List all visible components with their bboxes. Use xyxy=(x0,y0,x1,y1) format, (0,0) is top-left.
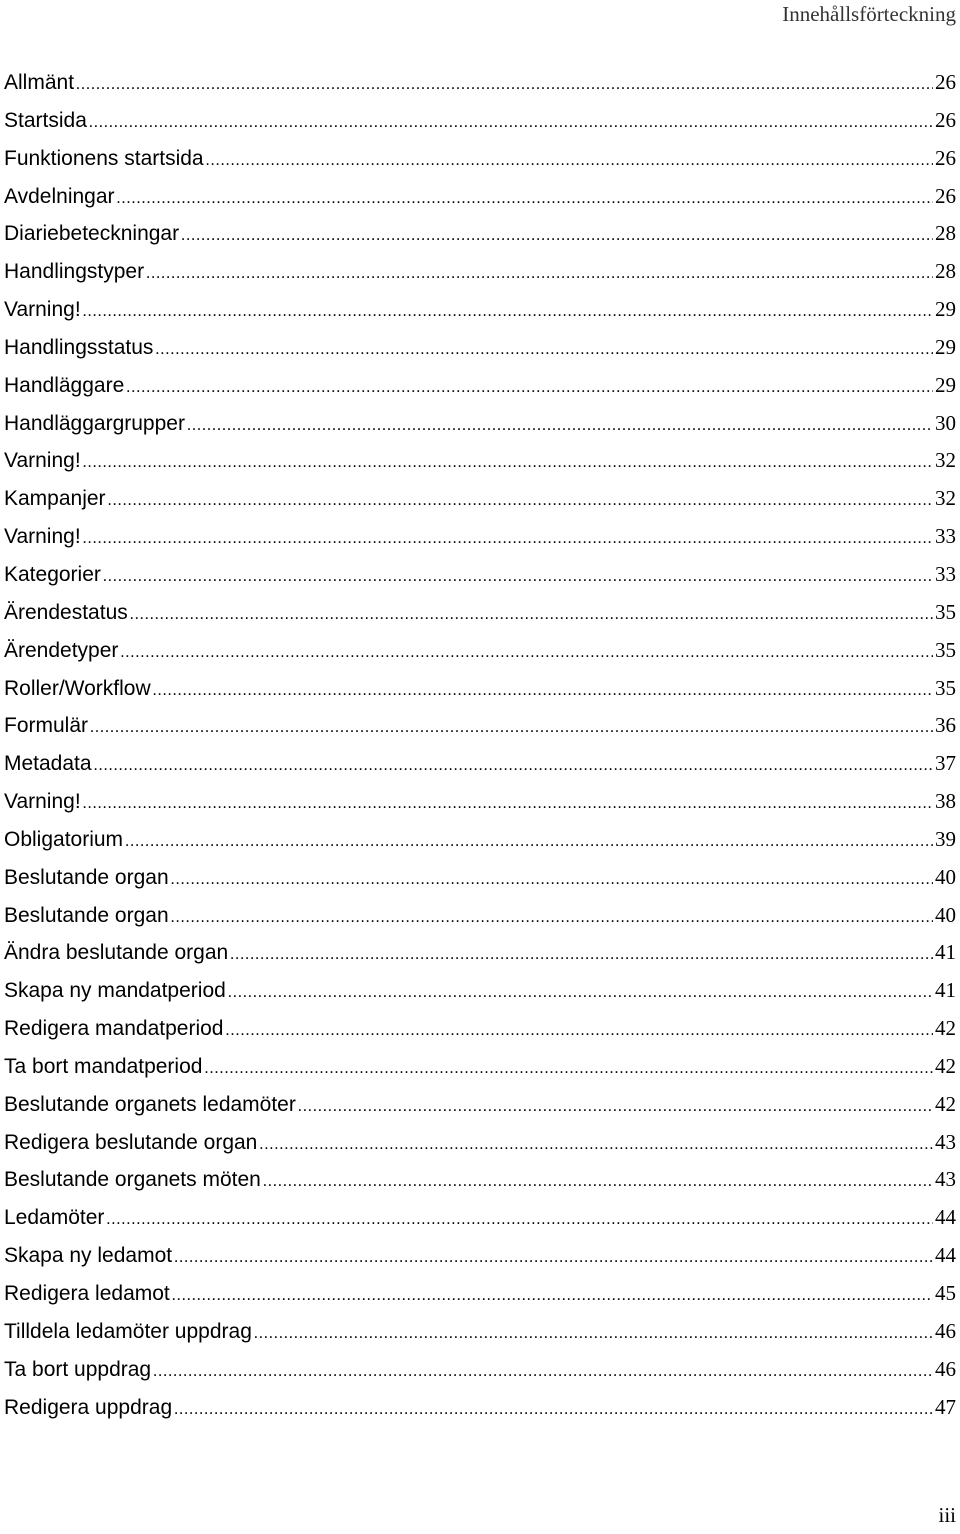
toc-dot-leader xyxy=(83,454,933,472)
toc-entry-title: Handlingstyper xyxy=(4,260,145,284)
toc-entry[interactable] xyxy=(4,1205,956,1243)
toc-entry-page: 28 xyxy=(935,259,956,284)
toc-dot-leader xyxy=(103,568,933,586)
toc-dot-leader xyxy=(153,682,933,700)
toc-entry-page: 29 xyxy=(935,372,956,397)
toc-entry[interactable] xyxy=(4,1054,956,1092)
toc-entry-title: Varning! xyxy=(4,449,81,473)
toc-dot-leader xyxy=(76,76,933,94)
toc-entry[interactable] xyxy=(4,1357,956,1395)
toc-entry[interactable] xyxy=(4,1243,956,1281)
toc-entry[interactable] xyxy=(4,1319,956,1357)
toc-entry-title: Handlingsstatus xyxy=(4,335,154,359)
toc-entry-title: Beslutande organ xyxy=(4,865,169,889)
toc-entry[interactable] xyxy=(4,146,956,184)
toc-entry-title: Varning! xyxy=(4,298,81,322)
toc-dot-leader xyxy=(171,871,933,889)
toc-entry[interactable] xyxy=(4,524,956,562)
toc-entry-page: 33 xyxy=(935,561,956,586)
toc-entry-page: 44 xyxy=(935,1205,956,1230)
toc-dot-leader xyxy=(130,606,933,624)
toc-dot-leader xyxy=(89,114,933,132)
toc-dot-leader xyxy=(83,303,933,321)
toc-entry-page: 32 xyxy=(935,448,956,473)
toc-entry[interactable] xyxy=(4,221,956,259)
toc-entry[interactable] xyxy=(4,827,956,865)
toc-entry-page: 33 xyxy=(935,524,956,549)
toc-dot-leader xyxy=(206,152,933,170)
toc-entry-title: Redigera ledamot xyxy=(4,1282,170,1305)
toc-entry[interactable] xyxy=(4,903,956,941)
toc-entry-title: Ta bort uppdrag xyxy=(4,1357,152,1381)
toc-entry[interactable] xyxy=(4,789,956,827)
toc-entry-page: 42 xyxy=(935,1091,956,1116)
toc-entry-page: 42 xyxy=(935,1016,956,1041)
toc-dot-leader xyxy=(187,417,933,435)
toc-entry-title: Obligatorium xyxy=(4,827,124,851)
toc-dot-leader xyxy=(106,1211,933,1229)
toc-dot-leader xyxy=(181,227,933,245)
toc-entry-page: 26 xyxy=(935,70,956,94)
toc-entry-page: 39 xyxy=(935,826,956,851)
toc-dot-leader xyxy=(228,984,933,1002)
toc-entry-title: Roller/Workflow xyxy=(4,676,151,700)
toc-entry[interactable] xyxy=(4,184,956,222)
toc-entry-page: 41 xyxy=(935,940,956,965)
toc-entry[interactable] xyxy=(4,676,956,714)
toc-dot-leader xyxy=(125,833,933,851)
toc-entry-page: 35 xyxy=(935,637,956,662)
toc-dot-leader xyxy=(120,644,933,662)
toc-entry-title: Ändra beslutande organ xyxy=(4,941,229,965)
toc-dot-leader xyxy=(174,1401,933,1419)
toc-entry[interactable] xyxy=(4,335,956,373)
toc-dot-leader xyxy=(94,757,933,775)
toc-entry-page: 47 xyxy=(935,1394,956,1419)
toc-dot-leader xyxy=(230,946,933,964)
toc-entry-title: Skapa ny mandatperiod xyxy=(4,979,226,1003)
toc-entry-title: Kategorier xyxy=(4,562,101,586)
page-number: iii xyxy=(938,1503,956,1527)
toc-dot-leader xyxy=(259,1136,933,1154)
toc-entry-page: 26 xyxy=(935,183,956,208)
toc-entry-title: Ledamöter xyxy=(4,1206,105,1230)
toc-entry-page: 35 xyxy=(935,599,956,624)
toc-entry-page: 26 xyxy=(935,145,956,170)
toc-entry-page: 29 xyxy=(935,297,956,322)
toc-entry[interactable] xyxy=(4,70,956,108)
toc-entry-page: 43 xyxy=(935,1129,956,1154)
toc-entry-title: Avdelningar xyxy=(4,184,115,208)
toc-entry-title: Varning! xyxy=(4,790,81,814)
toc-entry-title: Tilldela ledamöter uppdrag xyxy=(4,1319,252,1343)
toc-entry-page: 36 xyxy=(935,713,956,738)
toc-entry-page: 45 xyxy=(935,1281,956,1305)
toc-entry-title: Redigera uppdrag xyxy=(4,1395,173,1419)
toc-entry-title: Allmänt xyxy=(4,71,75,94)
toc-dot-leader xyxy=(155,341,933,359)
toc-dot-leader xyxy=(117,190,933,208)
toc-entry[interactable] xyxy=(4,373,956,411)
toc-entry-page: 40 xyxy=(935,864,956,889)
toc-dot-leader xyxy=(83,795,933,813)
toc-entry-page: 32 xyxy=(935,486,956,511)
toc-entry-title: Redigera beslutande organ xyxy=(4,1130,258,1154)
toc-dot-leader xyxy=(171,909,933,927)
toc-entry-page: 28 xyxy=(935,221,956,246)
toc-entry[interactable] xyxy=(4,411,956,449)
toc-dot-leader xyxy=(153,1363,933,1381)
toc-entry[interactable] xyxy=(4,865,956,903)
toc-entry[interactable] xyxy=(4,1281,956,1319)
toc-dot-leader xyxy=(146,265,933,283)
toc-entry-title: Ärendetyper xyxy=(4,638,119,662)
toc-entry[interactable] xyxy=(4,108,956,146)
toc-entry[interactable] xyxy=(4,940,956,978)
toc-entry-title: Beslutande organets möten xyxy=(4,1168,261,1192)
toc-entry-title: Startsida xyxy=(4,108,87,132)
toc-entry-title: Handläggargrupper xyxy=(4,411,185,435)
toc-entry[interactable] xyxy=(4,562,956,600)
toc-dot-leader xyxy=(174,1249,933,1267)
toc-entry-page: 44 xyxy=(935,1243,956,1268)
toc-dot-leader xyxy=(83,530,933,548)
toc-entry-title: Diariebeteckningar xyxy=(4,222,180,246)
toc-dot-leader xyxy=(172,1287,933,1305)
toc-entry[interactable] xyxy=(4,486,956,524)
toc-entry[interactable] xyxy=(4,297,956,335)
toc-entry-title: Beslutande organ xyxy=(4,903,169,927)
toc-entry[interactable] xyxy=(4,1167,956,1205)
toc-entry-page: 37 xyxy=(935,751,956,776)
toc-entry-page: 42 xyxy=(935,1053,956,1078)
toc-dot-leader xyxy=(108,492,933,510)
toc-dot-leader xyxy=(263,1173,933,1191)
toc-entry-page: 35 xyxy=(935,675,956,700)
toc-dot-leader xyxy=(298,1098,933,1116)
toc-dot-leader xyxy=(90,719,933,737)
toc-entry-title: Varning! xyxy=(4,525,81,549)
toc-entry[interactable] xyxy=(4,1395,956,1433)
toc-entry[interactable] xyxy=(4,448,956,486)
toc-entry[interactable] xyxy=(4,978,956,1016)
toc-entry-page: 41 xyxy=(935,978,956,1003)
toc-entry-title: Ta bort mandatperiod xyxy=(4,1054,203,1078)
toc-entry-title: Handläggare xyxy=(4,373,125,397)
toc-entry-title: Skapa ny ledamot xyxy=(4,1244,173,1268)
toc-entry[interactable] xyxy=(4,1092,956,1130)
toc-dot-leader xyxy=(204,1060,933,1078)
toc-entry-title: Funktionens startsida xyxy=(4,146,204,170)
toc-entry-page: 46 xyxy=(935,1318,956,1343)
toc-entry[interactable] xyxy=(4,638,956,676)
toc-entry[interactable] xyxy=(4,600,956,638)
toc-entry-page: 40 xyxy=(935,902,956,927)
toc-entry[interactable] xyxy=(4,713,956,751)
toc-dot-leader xyxy=(126,379,933,397)
toc-dot-leader xyxy=(225,1022,933,1040)
toc-entry-page: 29 xyxy=(935,334,956,359)
toc-entry-page: 43 xyxy=(935,1167,956,1192)
toc-entry[interactable] xyxy=(4,1016,956,1054)
toc-entry-page: 46 xyxy=(935,1356,956,1381)
toc-entry-title: Redigera mandatperiod xyxy=(4,1017,224,1041)
toc-entry-title: Beslutande organets ledamöter xyxy=(4,1092,296,1116)
toc-entry-title: Metadata xyxy=(4,752,92,776)
table-of-contents xyxy=(4,70,956,1432)
toc-entry-page: 30 xyxy=(935,410,956,435)
toc-entry-title: Ärendestatus xyxy=(4,600,128,624)
toc-entry-page: 26 xyxy=(935,107,956,132)
toc-entry-title: Kampanjer xyxy=(4,487,106,511)
toc-entry[interactable] xyxy=(4,751,956,789)
toc-entry-page: 38 xyxy=(935,789,956,814)
toc-entry-title: Formulär xyxy=(4,714,89,738)
toc-dot-leader xyxy=(254,1325,933,1343)
toc-entry[interactable] xyxy=(4,1130,956,1168)
running-header: Innehållsförteckning xyxy=(782,2,956,26)
toc-entry[interactable] xyxy=(4,259,956,297)
